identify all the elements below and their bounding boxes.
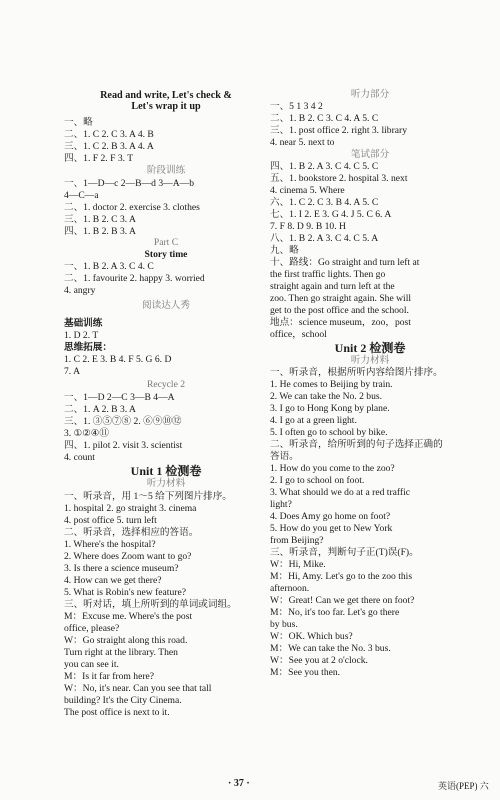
- footer-label: 英语(PEP) 六: [438, 781, 489, 791]
- text-line: you can see it.: [64, 659, 119, 670]
- text-line: 7. A: [64, 366, 80, 377]
- text-line: 二、听录音，选择相应的答语。: [64, 527, 199, 538]
- text-line: by bus.: [270, 619, 298, 630]
- text-line: straight again and turn left at the: [270, 281, 395, 292]
- text-line: W：No, it's near. Can you see that tall: [64, 683, 212, 694]
- text-line: 4. I go at a green light.: [270, 415, 357, 426]
- text-line: 4. angry: [64, 285, 96, 296]
- text-line: 7. F 8. D 9. B 10. H: [270, 221, 346, 232]
- text-line: 一、听录音，根据所听内容给图片排序。: [270, 367, 443, 378]
- text-line: 4. near 5. next to: [270, 137, 335, 148]
- text-line: building? It's the City Cinema.: [64, 695, 182, 706]
- text-line: 5. I often go to school by bike.: [270, 427, 388, 438]
- text-line: 二、1. B 2. C 3. C 4. A 5. C: [270, 113, 379, 124]
- text-line: office, please?: [64, 623, 120, 634]
- text-line: Let's wrap it up: [131, 101, 201, 112]
- text-line: Story time: [144, 249, 188, 260]
- text-line: 八、1. B 2. A 3. C 4. C 5. A: [270, 233, 379, 244]
- text-line: 一、略: [64, 117, 93, 128]
- text-line: 一、1—D 2—C 3—B 4—A: [64, 392, 175, 403]
- text-line: 二、1. doctor 2. exercise 3. clothes: [64, 202, 200, 213]
- text-line: 四、1. B 2. B 3. A: [64, 226, 136, 237]
- text-line: 二、1. favourite 2. happy 3. worried: [64, 273, 205, 284]
- text-line: W：OK. Which bus?: [270, 631, 353, 642]
- text-line: W：See you at 2 o'clock.: [270, 655, 368, 666]
- text-line: 一、1. B 2. A 3. C 4. C: [64, 261, 154, 272]
- text-line: the first traffic lights. Then go: [270, 269, 386, 280]
- text-line: 一、听录音，用 1～5 给下列图片排序。: [64, 491, 232, 502]
- text-line: 二、1. C 2. C 3. A 4. B: [64, 129, 154, 140]
- text-line: 听力材料: [350, 355, 390, 366]
- text-line: Part C: [153, 237, 179, 248]
- text-line: 六、1. C 2. C 3. B 4. A 5. C: [270, 197, 379, 208]
- text-line: 四、1. F 2. F 3. T: [64, 153, 134, 164]
- text-line: 听力材料: [146, 478, 186, 489]
- text-line: 三、听录音，判断句子正(T)误(F)。: [270, 547, 419, 558]
- text-line: 一、5 1 3 4 2: [270, 101, 323, 112]
- text-line: The post office is next to it.: [64, 707, 170, 718]
- text-line: Read and write, Let's check &: [100, 90, 232, 101]
- text-line: 1. D 2. T: [64, 330, 99, 341]
- text-line: 4. cinema 5. Where: [270, 185, 345, 196]
- text-line: W：Hi, Mike.: [270, 559, 326, 570]
- text-line: 4. post office 5. turn left: [64, 515, 157, 526]
- text-line: Recycle 2: [146, 379, 186, 390]
- text-line: 三、1. ③⑤⑦⑧ 2. ⑥⑨⑩⑫: [64, 416, 182, 427]
- text-line: afternoon.: [270, 583, 310, 594]
- text-line: 三、1. post office 2. right 3. library: [270, 125, 408, 136]
- text-line: 5. How do you get to New York: [270, 523, 393, 534]
- text-line: 笔试部分: [350, 149, 390, 160]
- text-line: 四、1. pilot 2. visit 3. scientist: [64, 440, 183, 451]
- text-line: 九、略: [270, 245, 299, 256]
- text-line: 一、1—D—c 2—B—d 3—A—b: [64, 178, 195, 189]
- text-line: 3. ①②④⑪: [64, 428, 109, 439]
- text-line: 5. What is Robin's new feature?: [64, 587, 186, 598]
- text-line: office，school: [270, 329, 327, 340]
- text-line: M：See you then.: [270, 667, 341, 678]
- text-line: 4. count: [64, 452, 95, 463]
- text-line: 2. We can take the No. 2 bus.: [270, 391, 383, 402]
- text-line: 2. I go to school on foot.: [270, 475, 365, 486]
- text-line: 听力部分: [350, 89, 390, 100]
- text-line: get to the post office and the school.: [270, 305, 409, 316]
- text-line: 3. What should we do at a red traffic: [270, 487, 411, 498]
- text-line: Turn right at the library. Then: [64, 647, 178, 658]
- text-line: 阶段训练: [146, 165, 186, 176]
- text-line: 二、听录音，给所听到的句子选择正确的: [270, 439, 443, 450]
- text-line: M：Hi, Amy. Let's go to the zoo this: [270, 571, 413, 582]
- text-line: 答语。: [270, 451, 299, 462]
- text-line: 三、听对话，填上所听到的单词或词组。: [64, 599, 237, 610]
- text-line: W：Great! Can we get there on foot?: [270, 595, 415, 606]
- text-line: Unit 1 检测卷: [130, 464, 202, 478]
- text-line: W：Go straight along this road.: [64, 635, 188, 646]
- text-line: 二、1. A 2. B 3. A: [64, 404, 136, 415]
- text-line: 五、1. bookstore 2. hospital 3. next: [270, 173, 408, 184]
- text-line: 三、1. C 2. B 3. A 4. A: [64, 141, 154, 152]
- text-line: 3. I go to Hong Kong by plane.: [270, 403, 390, 414]
- text-line: 思维拓展：: [64, 342, 112, 353]
- text-line: 1. hospital 2. go straight 3. cinema: [64, 503, 197, 514]
- text-line: M：No, it's too far. Let's go there: [270, 607, 400, 618]
- text-line: 七、1. I 2. E 3. G 4. J 5. C 6. A: [270, 209, 392, 220]
- text-line: 阅读达人秀: [142, 300, 190, 311]
- text-line: 1. C 2. E 3. B 4. F 5. G 6. D: [64, 354, 172, 365]
- text-line: 4. How can we get there?: [64, 575, 162, 586]
- text-line: 4—C—a: [64, 190, 99, 201]
- text-line: 1. How do you come to the zoo?: [270, 463, 395, 474]
- text-line: 三、1. B 2. C 3. A: [64, 214, 136, 225]
- text-line: 1. Where's the hospital?: [64, 539, 156, 550]
- text-line: 3. Is there a science museum?: [64, 563, 179, 574]
- text-line: 1. He comes to Beijing by train.: [270, 379, 393, 390]
- text-line: 四、1. B 2. A 3. C 4. C 5. C: [270, 161, 379, 172]
- text-line: Unit 2 检测卷: [334, 341, 406, 355]
- text-line: from Beijing?: [270, 535, 324, 546]
- page-number: · 37 ·: [228, 778, 250, 789]
- text-line: 地点：science museum，zoo，post: [270, 317, 411, 328]
- text-line: 4. Does Amy go home on foot?: [270, 511, 391, 522]
- text-line: M：We can take the No. 3 bus.: [270, 643, 391, 654]
- text-line: 2. Where does Zoom want to go?: [64, 551, 192, 562]
- text-line: M：Is it far from here?: [64, 671, 155, 682]
- text-line: 十、路线：Go straight and turn left at: [270, 257, 420, 268]
- text-line: light?: [270, 499, 292, 510]
- text-line: 基础训练: [64, 318, 103, 329]
- text-line: M：Excuse me. Where's the post: [64, 611, 193, 622]
- text-line: zoo. Then go straight again. She will: [270, 293, 412, 304]
